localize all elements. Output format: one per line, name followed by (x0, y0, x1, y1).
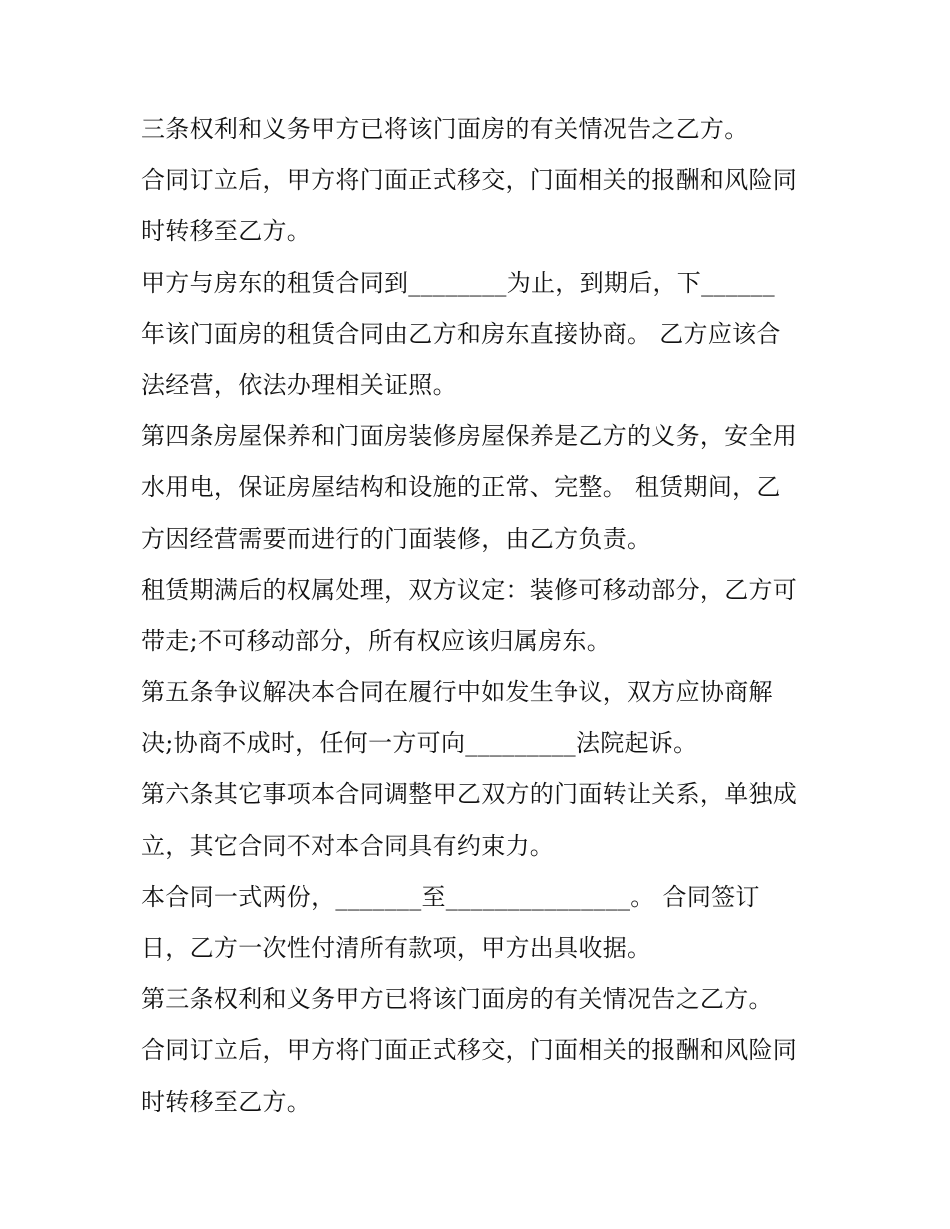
text-line: 三条权利和义务甲方已将该门面房的有关情况告之乙方。 (141, 115, 749, 143)
text-line: 时转移至乙方。 (141, 217, 312, 246)
text-line: 带走;不可移动部分，所有权应该归属房东。 (141, 626, 612, 655)
document-body (141, 104, 821, 1128)
text-line: 本合同一式两份，_______至_______________。 合同签订 (141, 882, 760, 911)
text-line: 第四条房屋保养和门面房装修房屋保养是乙方的义务，安全用 (141, 422, 798, 451)
text-line: 第三条权利和义务甲方已将该门面房的有关情况告之乙方。 (141, 985, 773, 1014)
text-line: 合同订立后，甲方将门面正式移交，门面相关的报酬和风险同 (141, 166, 798, 195)
text-line: 合同订立后，甲方将门面正式移交，门面相关的报酬和风险同 (141, 1036, 798, 1065)
text-line: 租赁期满后的权属处理，双方议定：装修可移动部分，乙方可 (141, 575, 798, 604)
text-line: 第六条其它事项本合同调整甲乙双方的门面转让关系，单独成 (141, 780, 798, 809)
text-line: 日，乙方一次性付清所有款项，甲方出具收据。 (141, 934, 652, 962)
text-line: 时转移至乙方。 (141, 1087, 312, 1116)
text-line: 第五条争议解决本合同在履行中如发生争议，双方应协商解 (141, 678, 773, 707)
text-line: 决;协商不成时，任何一方可向_________法院起诉。 (141, 729, 698, 758)
text-line: 方因经营需要而进行的门面装修，由乙方负责。 (141, 524, 652, 553)
text-line: 立，其它合同不对本合同具有约束力。 (141, 831, 555, 860)
text-line: 法经营，依法办理相关证照。 (141, 370, 457, 399)
text-line: 水用电，保证房屋结构和设施的正常、完整。 租赁期间，乙 (141, 473, 781, 502)
text-line: 甲方与房东的租赁合同到________为止，到期后，下______ (141, 268, 775, 297)
text-line: 年该门面房的租赁合同由乙方和房东直接协商。 乙方应该合 (141, 319, 781, 348)
